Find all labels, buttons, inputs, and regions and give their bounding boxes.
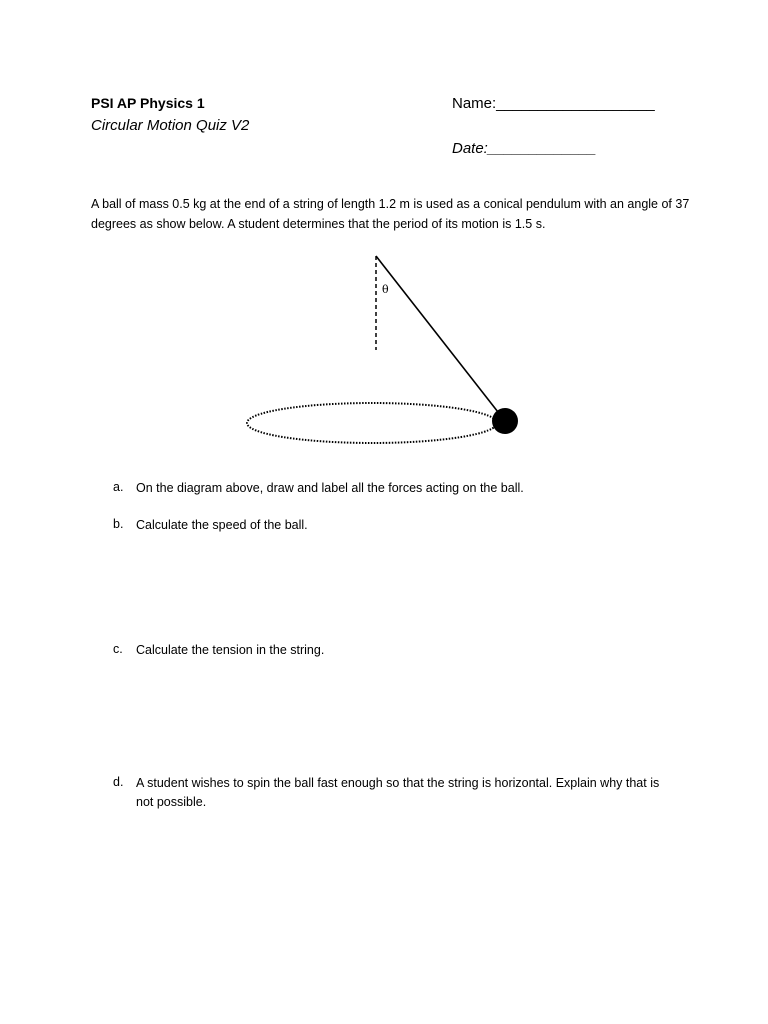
course-title: PSI AP Physics 1 <box>91 95 205 111</box>
name-field[interactable]: Name:___________________ <box>452 95 655 112</box>
question-text: Calculate the tension in the string. <box>136 643 325 657</box>
question-text: On the diagram above, draw and label all the forces acting on the ball. <box>136 481 524 495</box>
question-letter: a. <box>113 480 124 494</box>
problem-statement: A ball of mass 0.5 kg at the end of a string of length 1.2 m is used as a conical pendulum with an angle of 37 degrees as show below. A student determines that the period of its motion is 1.5 s. <box>91 197 690 231</box>
question-text: Calculate the speed of the ball. <box>136 518 308 532</box>
circular-path <box>247 403 497 443</box>
string <box>376 256 505 421</box>
question-letter: b. <box>113 517 124 531</box>
angle-label: θ <box>382 283 389 296</box>
quiz-title: Circular Motion Quiz V2 <box>91 117 250 134</box>
ball <box>492 408 518 434</box>
question-letter: d. <box>113 775 124 789</box>
question-letter: c. <box>113 642 123 656</box>
conical-pendulum-diagram <box>240 250 530 450</box>
date-field[interactable]: Date:_____________ <box>452 140 597 157</box>
question-text: A student wishes to spin the ball fast enough so that the string is horizontal. Explain why that is not possible. <box>136 776 660 809</box>
